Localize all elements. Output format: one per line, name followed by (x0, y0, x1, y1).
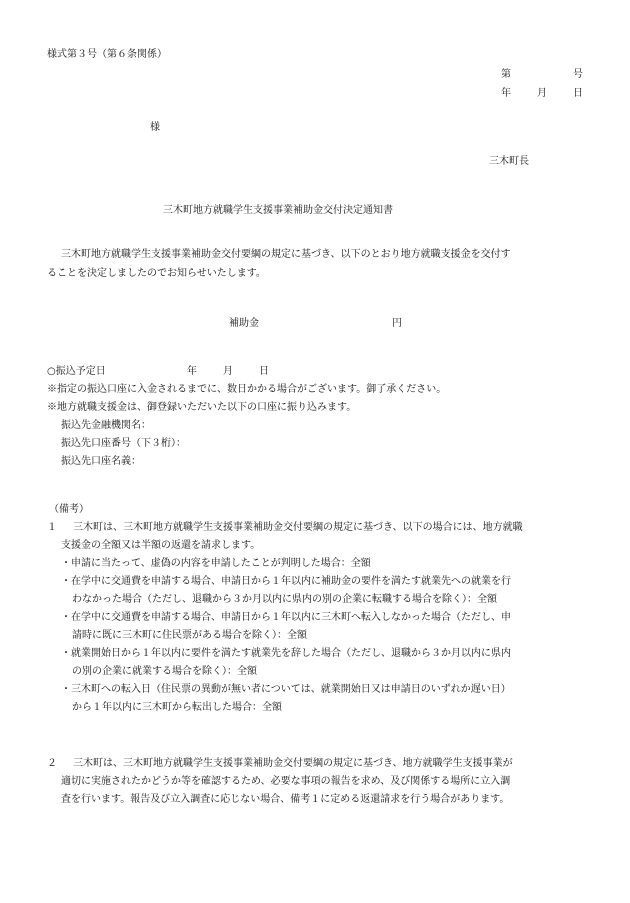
remark-2-number: ２ (47, 758, 57, 769)
remark-bullet-2-line-1: ・在学中に交通費を申請する場合、申請日から１年以内に補助金の要件を満たす就業先への就業を行 (61, 576, 511, 587)
document-number-suffix: 号 (573, 69, 583, 80)
transfer-date-month: 月 (223, 366, 233, 377)
amount-label: 補助金 (229, 318, 259, 329)
remark-1-line-1: 三木町は、三木町地方就職学生支援事業補助金交付要綱の規定に基づき、以下の場合には、地方就職 (73, 522, 523, 533)
form-number: 様式第３号（第６条関係） (47, 49, 167, 60)
remark-bullet-1-line-1: ・申請に当たって、虚偽の内容を申請したことが判明した場合：全額 (61, 558, 371, 569)
remark-2-line-1: 三木町は、三木町地方就職学生支援事業補助金交付要綱の規定に基づき、地方就職学生支援事業が (73, 758, 513, 769)
transfer-date-day: 日 (259, 366, 269, 377)
remark-bullet-2-line-2: わなかった場合（ただし、退職から３か月以内に県内の別の企業に転職する場合を除く）：全額 (72, 594, 497, 605)
document-number-prefix: 第 (501, 69, 511, 80)
remark-1-number: １ (47, 522, 57, 533)
remark-2-line-2: 適切に実施されたかどうか等を確認するため、必要な事項の報告を求め、及び関係する場所に立入調 (61, 776, 511, 787)
remark-bullet-3-line-2: 請時に既に三木町に住民票がある場合を除く）：全額 (72, 630, 307, 641)
account-holder-field: 振込先口座名義： (61, 456, 141, 467)
transfer-note-2: ※地方就職支援金は、御登録いただいた以下の口座に振り込みます。 (47, 402, 357, 413)
account-number-field: 振込先口座番号（下３桁）： (61, 438, 186, 449)
addressee-suffix: 様 (150, 122, 160, 133)
body-line-1: 三木町地方就職学生支援事業補助金交付要綱の規定に基づき、以下のとおり地方就職支援金を交付す (61, 249, 511, 260)
remark-2-line-3: 査を行います。報告及び立入調査に応じない場合、備考１に定める返還請求を行う場合があります。 (61, 794, 510, 805)
date-day: 日 (573, 88, 583, 99)
remark-1-line-2: 支援金の全額又は半額の返還を請求します。 (61, 540, 261, 551)
remarks-heading: （備考） (49, 504, 89, 515)
date-month: 月 (537, 88, 547, 99)
document-title: 三木町地方就職学生支援事業補助金交付決定通知書 (163, 205, 393, 216)
sender-name: 三木町長 (489, 156, 529, 167)
transfer-note-1: ※指定の振込口座に入金されるまでに、数日かかる場合がございます。御了承ください。 (47, 384, 447, 395)
bank-name-field: 振込先金融機関名： (61, 420, 151, 431)
remark-bullet-3-line-1: ・在学中に交通費を申請する場合、申請日から１年以内に三木町へ転入しなかった場合（ただし、申 (61, 612, 511, 623)
remark-bullet-4-line-1: ・就業開始日から１年以内に要件を満たす就業先を辞した場合（ただし、退職から３か月以内に県内 (61, 648, 511, 659)
date-year: 年 (501, 88, 511, 99)
remark-bullet-4-line-2: の別の企業に就業する場合を除く）：全額 (72, 666, 257, 677)
body-line-2: ることを決定しましたのでお知らせいたします。 (47, 268, 266, 279)
transfer-date-year: 年 (187, 366, 197, 377)
transfer-date-label: ○振込予定日 (47, 366, 106, 377)
amount-unit: 円 (392, 318, 402, 329)
remark-bullet-5-line-2: から１年以内に三木町から転出した場合：全額 (72, 702, 282, 713)
remark-bullet-5-line-1: ・三木町への転入日（住民票の異動が無い者については、就業開始日又は申請日のいずれか遅い日） (61, 684, 511, 695)
